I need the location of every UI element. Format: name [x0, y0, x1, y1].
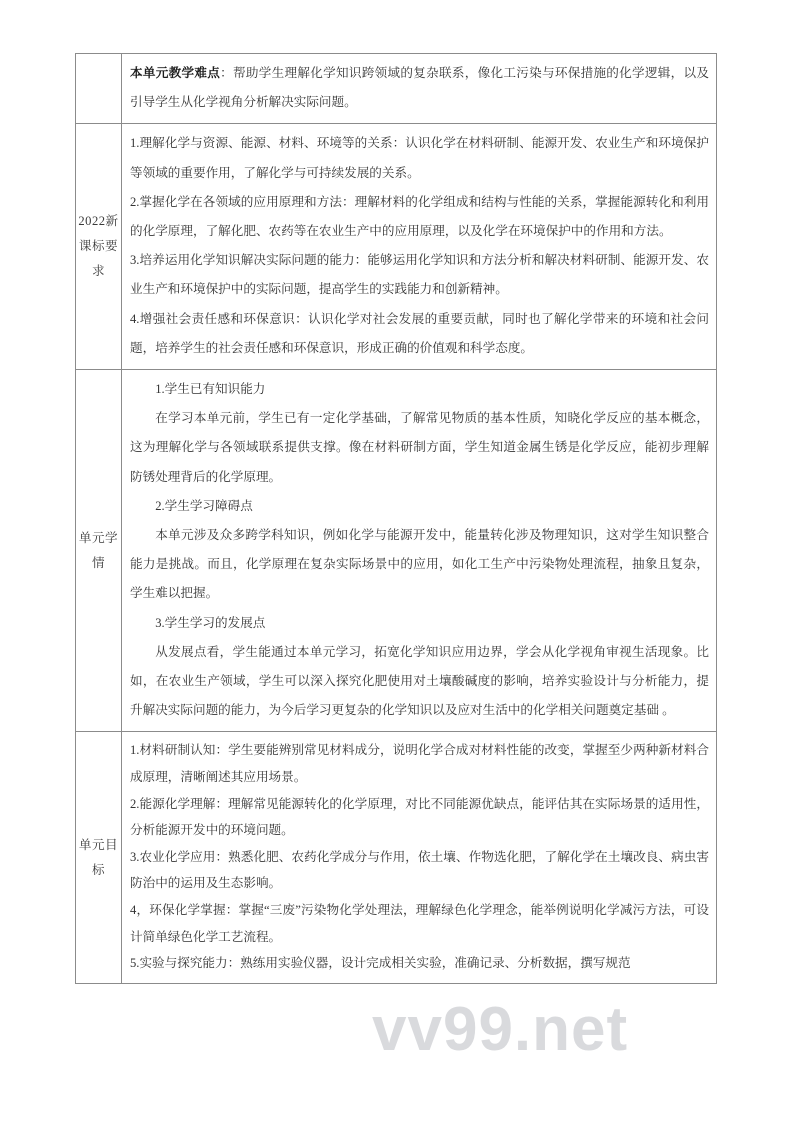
row-body-cell-difficulty	[122, 54, 717, 124]
table-row	[76, 732, 717, 983]
paragraph: 本单元涉及众多跨学科知识，例如化学与能源开发中，能量转化涉及物理知识，这对学生知识整合能力是挑战。而且，化学原理在复杂实际场景中的应用，如化工生产中污染物处理流程，抽象且复杂，学生难以把握。	[130, 528, 709, 601]
table-row	[76, 370, 717, 732]
paragraph	[130, 59, 709, 117]
paragraph: 1.理解化学与资源、能源、材料、环境等的关系：认识化学在材料研制、能源开发、农业生产和环境保护等领域的重要作用，了解化学与可持续发展的关系。	[130, 136, 709, 180]
row-label-cell-situation	[76, 370, 122, 732]
row-label-text: 2022新课标要求	[78, 214, 119, 279]
row-label-text: 单元目标	[78, 837, 119, 877]
paragraph: 3.培养运用化学知识解决实际问题的能力：能够运用化学知识和方法分析和解决材料研制、能源开发、农业生产和环境保护中的实际问题，提高学生的实践能力和创新精神。	[130, 253, 709, 297]
paragraph-heading: 3.学生学习的发展点	[155, 615, 266, 630]
row-body-cell-standard	[122, 124, 717, 370]
paragraph: 5.实验与探究能力：熟练用实验仪器，设计完成相关实验，准确记录、分析数据，撰写规范	[130, 956, 631, 971]
table-row	[76, 124, 717, 370]
table-row	[76, 54, 717, 124]
row-body-cell-goals	[122, 732, 717, 983]
row-label-cell-difficulty	[76, 54, 122, 124]
paragraph-lead: 本单元教学难点	[130, 66, 221, 80]
paragraph: 从发展点看，学生能通过本单元学习，拓宽化学知识应用边界，学会从化学视角审视生活现象。比如，在农业生产领域，学生可以深入探究化肥使用对土壤酸碱度的影响，培养实验设计与分析能力，提升解决实际问题的能力，为今后学习更复杂的化学知识以及应对生活中的化学相关问题奠定基础 。	[130, 644, 709, 718]
paragraph: 在学习本单元前，学生已有一定化学基础，了解常见物质的基本性质，知晓化学反应的基本概念，这为理解化学与各领域联系提供支撑。像在材料研制方面，学生知道金属生锈是化学反应，能初步理解防锈处理背后的化学原理。	[130, 411, 709, 484]
unit-design-table	[75, 53, 717, 984]
row-label-cell-goals	[76, 732, 122, 983]
row-label-cell-standard	[76, 124, 122, 370]
row-label-text: 单元学情	[78, 530, 119, 570]
paragraph-heading: 1.学生已有知识能力	[155, 382, 266, 397]
paragraph: 3.农业化学应用：熟悉化肥、农药化学成分与作用，依土壤、作物选化肥，了解化学在土壤改良、病虫害防治中的运用及生态影响。	[130, 849, 709, 891]
paragraph: 4.增强社会责任感和环保意识：认识化学对社会发展的重要贡献，同时也了解化学带来的环境和社会问题，培养学生的社会责任感和环保意识，形成正确的价值观和科学态度。	[130, 311, 709, 355]
paragraph: 2.能源化学理解：理解常见能源转化的化学原理，对比不同能源优缺点，能评估其在实际场景的适用性，分析能源开发中的环境问题。	[130, 796, 709, 838]
paragraph-text: ：帮助学生理解化学知识跨领域的复杂联系，像化工污染与环保措施的化学逻辑，以及引导学生从化学视角分析解决实际问题。	[130, 66, 710, 110]
paragraph: 1.材料研制认知：学生要能辨别常见材料成分，说明化学合成对材料性能的改变，掌握至少两种新材料合成原理，清晰阐述其应用场景。	[130, 743, 709, 785]
row-body-cell-situation	[122, 370, 717, 732]
paragraph: 4，环保化学掌握：掌握“三废”污染物化学处理法，理解绿色化学理念，能举例说明化学减污方法，可设计简单绿色化学工艺流程。	[130, 903, 709, 944]
paragraph: 2.掌握化学在各领域的应用原理和方法：理解材料的化学组成和结构与性能的关系，掌握能源转化和利用的化学原理，了解化肥、农药等在农业生产中的应用原理，以及化学在环境保护中的作用和方法。	[130, 194, 709, 239]
site-watermark: vv99.net	[372, 995, 629, 1064]
paragraph-heading: 2.学生学习障碍点	[155, 498, 253, 513]
